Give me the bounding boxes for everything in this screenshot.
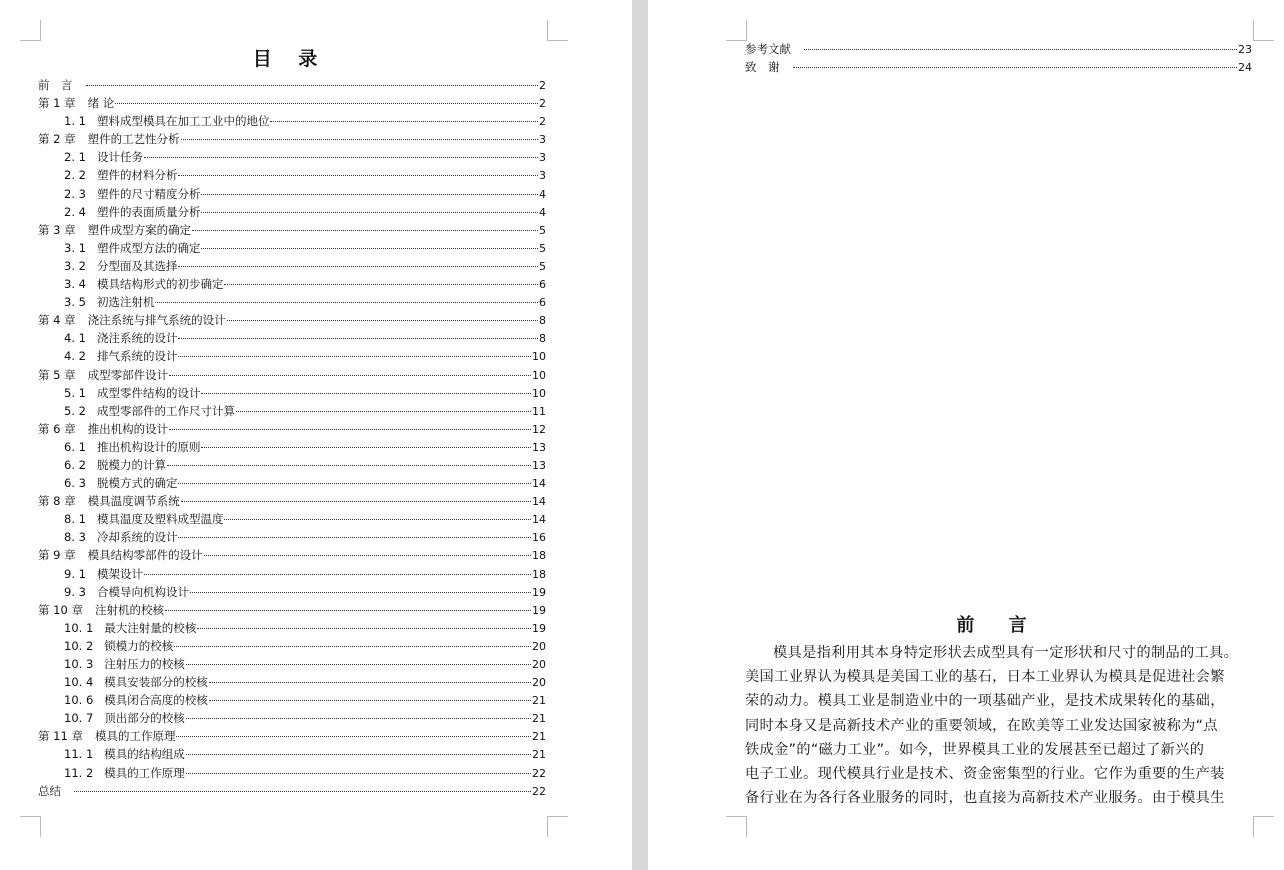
toc-entry-title: 成型零件结构的设计: [96, 385, 201, 400]
toc-entry-title: 模具的结构组成: [104, 747, 185, 762]
toc-entry[interactable]: [38, 745, 546, 763]
toc-entry-number: 5. 1: [64, 385, 86, 400]
toc-dot-leader: [190, 592, 531, 593]
toc-entry[interactable]: [38, 275, 546, 293]
toc-page-number: 6: [539, 296, 546, 310]
toc-entry-title: 推出机构的设计: [87, 421, 169, 436]
toc-entry-title: 模具温度及塑料成型温度: [96, 512, 224, 527]
toc-entry-title: 塑件的工艺性分析: [87, 132, 180, 147]
toc-entry[interactable]: [38, 565, 546, 583]
toc-dot-leader: [192, 230, 538, 231]
toc-entry-title: 模具温度调节系统: [87, 494, 180, 509]
toc-dot-leader: [227, 320, 538, 321]
toc-dot-leader: [793, 67, 1238, 68]
toc-dot-leader: [86, 85, 539, 86]
toc-entry-number: 第 4 章: [38, 313, 76, 328]
toc-page-number: 20: [532, 639, 546, 653]
toc-page-number: 10: [532, 386, 546, 400]
toc-dot-leader: [144, 574, 531, 575]
toc-entry-number: 第 9 章: [38, 548, 76, 563]
toc-entry-number: 4. 2: [64, 349, 86, 364]
toc-page-number: 20: [532, 676, 546, 690]
corner-mark: [547, 816, 568, 837]
toc-entry[interactable]: [38, 655, 546, 673]
toc-entry-number: 第 10 章: [38, 602, 83, 617]
toc-entry[interactable]: [38, 221, 546, 239]
toc-entry-number: 3. 4: [64, 277, 86, 292]
toc-dot-leader: [115, 103, 538, 104]
toc-entry-number: 8. 3: [64, 530, 86, 545]
document-page-left: [0, 0, 632, 870]
toc-entry[interactable]: [38, 691, 546, 709]
toc-page-number: 23: [1238, 43, 1252, 56]
toc-dot-leader: [201, 194, 538, 195]
toc-entry-number: 3. 1: [64, 240, 86, 255]
toc-list: [38, 76, 546, 800]
toc-page-number: 5: [539, 223, 546, 237]
toc-entry-title: 推出机构设计的原则: [96, 439, 201, 454]
toc-entry-title: 塑件成型方法的确定: [96, 240, 201, 255]
toc-dot-leader: [169, 429, 531, 430]
preface-line: 模具是指利用其本身特定形状去成型具有一定形状和尺寸的制品的工具。: [773, 645, 1239, 661]
toc-page-number: 4: [539, 187, 546, 201]
toc-entry-number: 第 11 章: [38, 729, 83, 744]
toc-entry[interactable]: [38, 782, 546, 800]
toc-entry[interactable]: [745, 40, 1252, 58]
toc-page-number: 6: [539, 278, 546, 292]
toc-entry-title: 塑件成型方案的确定: [87, 222, 192, 237]
toc-dot-leader: [186, 718, 531, 719]
toc-entry[interactable]: [38, 257, 546, 275]
preface-title: 前 言: [956, 615, 1041, 636]
toc-page-number: 21: [532, 730, 546, 744]
toc-entry-number: 6. 1: [64, 439, 86, 454]
toc-entry-number: 致 谢: [745, 60, 780, 75]
toc-entry-title: 合模导向机构设计: [96, 584, 189, 599]
toc-entry-number: 10. 6: [64, 693, 94, 708]
toc-page-number: 14: [532, 495, 546, 509]
toc-dot-leader: [236, 411, 531, 412]
toc-page-number: 20: [532, 658, 546, 671]
toc-page-number: 13: [532, 440, 546, 454]
toc-entry[interactable]: [38, 203, 546, 221]
toc-dot-leader: [804, 49, 1237, 50]
toc-entry[interactable]: [38, 366, 546, 384]
toc-entry[interactable]: [38, 764, 546, 782]
toc-page-number: 12: [532, 422, 546, 436]
toc-page-number: 11: [532, 404, 546, 418]
preface-line: 美国工业界认为模具是美国工业的基石，日本工业界认为模具是促进社会繁: [745, 669, 1225, 686]
corner-mark: [726, 816, 747, 837]
toc-entry[interactable]: [38, 546, 546, 564]
toc-page-number: 16: [532, 531, 546, 545]
toc-entry-title: 锁模力的校核: [104, 638, 174, 653]
toc-entry-number: 3. 2: [64, 258, 86, 273]
toc-entry-number: 11. 2: [64, 765, 94, 780]
toc-entry[interactable]: [38, 166, 546, 184]
toc-page-number: 8: [539, 314, 546, 328]
toc-entry-title: 初选注射机: [96, 295, 155, 310]
toc-entry-number: 参考文献: [745, 42, 791, 56]
toc-page-number: 22: [532, 784, 546, 798]
toc-page-number: 5: [539, 241, 546, 255]
preface-line: 备行业在为各行各业服务的同时，也直接为高新技术产业服务。由于模具生: [745, 790, 1225, 807]
toc-page-number: 18: [532, 549, 546, 563]
toc-entry[interactable]: [38, 420, 546, 438]
toc-entry-title: 模具安装部分的校核: [104, 675, 208, 690]
toc-entry[interactable]: [38, 311, 546, 329]
corner-mark: [20, 816, 41, 837]
toc-entry-title: 模具结构零部件的设计: [87, 548, 203, 563]
toc-entry-number: 1. 1: [64, 114, 86, 129]
toc-entry[interactable]: [38, 94, 546, 112]
toc-entry[interactable]: [38, 130, 546, 148]
toc-entry[interactable]: [38, 438, 546, 456]
toc-dot-leader: [181, 139, 538, 140]
toc-entry-number: 10. 4: [64, 675, 94, 690]
toc-dot-leader: [224, 519, 531, 520]
toc-entry-number: 9. 3: [64, 584, 86, 599]
toc-entry-title: 塑件的表面质量分析: [96, 204, 201, 219]
toc-entry[interactable]: [38, 727, 546, 745]
toc-entry[interactable]: [38, 347, 546, 365]
toc-dot-leader: [209, 682, 531, 683]
toc-dot-leader: [176, 736, 531, 737]
toc-page-number: 13: [532, 458, 546, 472]
toc-entry-title: 冷却系统的设计: [96, 530, 178, 545]
toc-dot-leader: [178, 356, 531, 357]
toc-entry[interactable]: [38, 185, 546, 203]
toc-page-number: 8: [539, 332, 546, 346]
toc-entry[interactable]: [38, 601, 546, 619]
toc-entry-title: 顶出部分的校核: [104, 711, 185, 726]
toc-dot-leader: [181, 501, 531, 502]
toc-entry-title: 塑件的材料分析: [96, 168, 178, 183]
toc-entry-number: 2. 4: [64, 204, 86, 219]
toc-entry-number: 6. 2: [64, 457, 86, 472]
toc-page-number: 22: [532, 766, 546, 780]
preface-line: 同时本身又是高新技术产业的重要领域，在欧美等工业发达国家被称为“点: [745, 717, 1218, 734]
toc-dot-leader: [201, 447, 531, 448]
toc-entry-number: 10. 7: [64, 711, 94, 726]
toc-entry[interactable]: [38, 583, 546, 601]
toc-entry-number: 第 3 章: [38, 222, 76, 237]
toc-dot-leader: [178, 483, 531, 484]
toc-dot-leader: [270, 121, 538, 122]
toc-title: 目 录: [252, 48, 328, 70]
toc-entry-number: 总结: [38, 783, 61, 798]
toc-entry-title: 模具结构形式的初步确定: [96, 277, 224, 292]
page-gap: [632, 0, 648, 870]
toc-entry-number: 4. 1: [64, 331, 86, 346]
toc-entry-title: 模具的工作原理: [104, 765, 185, 780]
toc-entry[interactable]: [38, 474, 546, 492]
toc-entry[interactable]: [38, 112, 546, 130]
toc-entry-title: 脱模力的计算: [96, 457, 166, 472]
toc-entry-title: 成型零部件的工作尺寸计算: [96, 403, 235, 418]
toc-entry-title: 浇注系统与排气系统的设计: [87, 313, 226, 328]
toc-page-number: 3: [539, 169, 546, 183]
toc-page-number: 10: [532, 368, 546, 382]
toc-page-number: 14: [532, 477, 546, 491]
toc-entry-number: 2. 2: [64, 168, 86, 183]
toc-entry-number: 前 言: [38, 78, 73, 92]
toc-page-number: 5: [539, 259, 546, 273]
toc-dot-leader: [144, 157, 538, 158]
toc-continued-list: [745, 40, 1252, 76]
corner-mark: [1253, 20, 1274, 41]
toc-page-number: 19: [532, 621, 546, 635]
toc-page-number: 21: [532, 694, 546, 708]
toc-dot-leader: [178, 537, 531, 538]
toc-dot-leader: [197, 628, 531, 629]
toc-entry-number: 第 6 章: [38, 421, 76, 436]
toc-dot-leader: [155, 302, 538, 303]
toc-page-number: 2: [539, 79, 546, 92]
toc-entry-title: 注射压力的校核: [104, 657, 185, 671]
toc-entry-number: 9. 1: [64, 566, 86, 581]
toc-entry-title: 模具的工作原理: [94, 729, 176, 744]
toc-entry-title: 塑件的尺寸精度分析: [96, 186, 201, 201]
toc-entry-title: 浇注系统的设计: [96, 331, 178, 346]
toc-entry-number: 5. 2: [64, 403, 86, 418]
toc-dot-leader: [178, 266, 538, 267]
toc-page-number: 18: [532, 567, 546, 581]
toc-page-number: 10: [532, 350, 546, 364]
toc-entry[interactable]: [38, 239, 546, 257]
toc-page-number: 19: [532, 603, 546, 617]
toc-entry-number: 2. 1: [64, 150, 86, 165]
toc-entry-title: 模具闭合高度的校核: [104, 693, 208, 708]
toc-page-number: 19: [532, 585, 546, 599]
toc-page-number: 14: [532, 513, 546, 527]
toc-dot-leader: [186, 754, 531, 755]
toc-dot-leader: [201, 393, 531, 394]
toc-entry-title: 设计任务: [96, 150, 143, 165]
toc-page-number: 4: [539, 205, 546, 219]
toc-page-number: 21: [532, 712, 546, 726]
toc-page-number: 21: [532, 748, 546, 762]
toc-entry-number: 10. 3: [64, 657, 94, 671]
corner-mark: [1253, 816, 1274, 837]
toc-entry-number: 10. 1: [64, 620, 94, 635]
toc-dot-leader: [224, 284, 538, 285]
toc-entry-number: 第 2 章: [38, 132, 76, 147]
corner-mark: [547, 20, 568, 41]
toc-entry-title: 分型面及其选择: [96, 258, 178, 273]
toc-page-number: 3: [539, 133, 546, 147]
preface-line: 电子工业。现代模具行业是技术、资金密集型的行业。它作为重要的生产装: [745, 766, 1225, 783]
toc-entry[interactable]: [38, 76, 546, 94]
toc-dot-leader: [169, 375, 531, 376]
toc-entry[interactable]: [745, 58, 1252, 76]
toc-dot-leader: [165, 610, 531, 611]
toc-entry-title: 脱模方式的确定: [96, 476, 178, 491]
toc-page-number: 24: [1238, 61, 1252, 75]
toc-dot-leader: [167, 465, 531, 466]
toc-entry-title: 注射机的校核: [94, 602, 164, 617]
preface-line: 荣的动力。模具工业是制造业中的一项基础产业，是技术成果转化的基础，: [745, 693, 1225, 710]
toc-entry-number: 3. 5: [64, 295, 86, 310]
toc-dot-leader: [204, 555, 531, 556]
document-page-right: [648, 0, 1284, 870]
toc-entry-number: 第 8 章: [38, 494, 76, 509]
toc-entry[interactable]: [38, 528, 546, 546]
toc-entry[interactable]: [38, 148, 546, 166]
preface-line: 铁成金”的“磁力工业”。如今，世界模具工业的发展甚至已超过了新兴的: [745, 741, 1205, 758]
toc-entry-title: 塑料成型模具在加工工业中的地位: [96, 114, 270, 129]
toc-dot-leader: [178, 338, 538, 339]
toc-entry[interactable]: [38, 293, 546, 311]
toc-entry-title: 模架设计: [96, 566, 143, 581]
toc-page-number: 2: [539, 115, 546, 129]
toc-entry-number: 10. 2: [64, 638, 94, 653]
toc-entry-number: 8. 1: [64, 512, 86, 527]
toc-entry-title: 最大注射量的校核: [104, 620, 197, 635]
corner-mark: [726, 20, 747, 41]
toc-dot-leader: [186, 664, 531, 665]
toc-entry[interactable]: [38, 709, 546, 727]
toc-entry-number: 第 1 章: [38, 96, 76, 111]
toc-entry[interactable]: [38, 619, 546, 637]
toc-dot-leader: [201, 212, 538, 213]
toc-entry[interactable]: [38, 510, 546, 528]
toc-entry[interactable]: [38, 492, 546, 510]
toc-dot-leader: [201, 248, 538, 249]
toc-entry-title: 绪 论: [87, 96, 115, 111]
toc-entry-title: 成型零部件设计: [87, 367, 169, 382]
corner-mark: [20, 20, 41, 41]
toc-dot-leader: [178, 175, 538, 176]
toc-entry[interactable]: [38, 456, 546, 474]
preface-body: [745, 641, 1252, 810]
toc-dot-leader: [186, 773, 531, 774]
toc-entry[interactable]: [38, 329, 546, 347]
toc-entry[interactable]: [38, 637, 546, 655]
toc-entry-title: 排气系统的设计: [96, 349, 178, 364]
toc-page-number: 2: [539, 97, 546, 111]
toc-dot-leader: [174, 646, 531, 647]
toc-entry-number: 2. 3: [64, 186, 86, 201]
toc-dot-leader: [74, 791, 531, 792]
toc-entry[interactable]: [38, 673, 546, 691]
toc-entry[interactable]: [38, 402, 546, 420]
toc-dot-leader: [209, 700, 531, 701]
toc-entry[interactable]: [38, 384, 546, 402]
toc-entry-number: 6. 3: [64, 476, 86, 491]
toc-entry-number: 11. 1: [64, 747, 94, 762]
toc-page-number: 3: [539, 151, 546, 165]
toc-entry-number: 第 5 章: [38, 367, 76, 382]
